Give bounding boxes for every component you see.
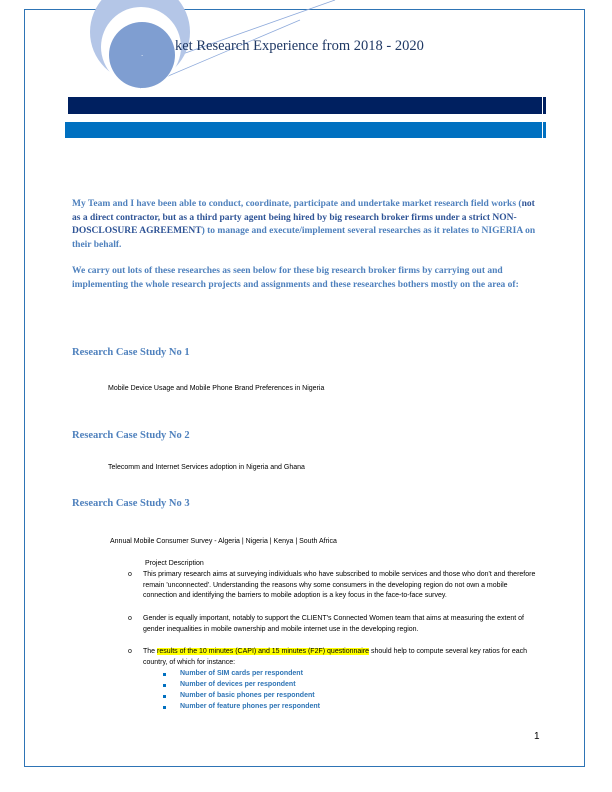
square-bullet-icon [163, 673, 166, 676]
project-bullet-3: The results of the 10 minutes (CAPI) and 15 minutes (F2F) questionnaire should help to compute several key ratios for each country, of which for instance: [143, 648, 528, 666]
project-bullet-2: Gender is equally important, notably to support the CLIENT's Connected Women team that aims at measuring the extent of gender inequalities in mobile ownership and mobile internet use in the developing region. [143, 615, 524, 633]
square-bullet-icon [163, 706, 166, 709]
project-description-heading: Project Description [145, 560, 204, 567]
case-study-heading-3: Research Case Study No 3 [72, 498, 190, 509]
case-study-text-1: Mobile Device Usage and Mobile Phone Brand Preferences in Nigeria [108, 385, 325, 392]
case-study-text-3: Annual Mobile Consumer Survey - Algeria | Nigeria | Kenya | South Africa [110, 538, 337, 545]
case-study-heading-2: Research Case Study No 2 [72, 430, 190, 441]
bullet-marker: o [128, 648, 132, 655]
bullet-marker: o [128, 615, 132, 622]
circle-dot: . [141, 49, 144, 58]
intro-paragraph-1: My Team and I have been able to conduct, coordinate, participate and undertake market research field works (not as a direct contractor, but as a third party agent being hired by big research broker firms under a strict NON-DOSCLOSURE AGREEMENT) to manage and execute/implement several researches as it relates to NIGERIA on their behalf. [72, 199, 536, 250]
project-bullet-1: This primary research aims at surveying individuals who have subscribed to mobile services and those who don't and therefore remain 'unconnected'. Understanding the reasons why some consumers in the developing region do not own a mobile connection and identifying the barriers to mobile adoption is a key focus in the face-to-face survey. [143, 571, 536, 599]
sub-item-feature-phones: Number of feature phones per respondent [180, 703, 321, 710]
square-bullet-icon [163, 684, 166, 687]
intro-paragraph-2: We carry out lots of these researches as seen below for these big research broker firms by carrying out and implementing the whole research projects and assignments and these researches bothers mostly on the area of: [72, 266, 519, 290]
sub-item-basic-phones: Number of basic phones per respondent [180, 692, 315, 699]
sub-item-sim-cards: Number of SIM cards per respondent [180, 670, 303, 677]
square-bullet-icon [163, 695, 166, 698]
bullet-marker: o [128, 571, 132, 578]
case-study-text-2: Telecomm and Internet Services adoption in Nigeria and Ghana [108, 464, 305, 471]
case-study-heading-1: Research Case Study No 1 [72, 347, 190, 358]
highlighted-text: results of the 10 minutes (CAPI) and 15 minutes (F2F) questionnaire [157, 648, 370, 655]
page-title: ket Research Experience from 2018 - 2020 [175, 38, 424, 54]
header-bar-blue [65, 122, 546, 138]
page-number: 1 [534, 731, 540, 742]
header-bar-dark [68, 97, 546, 114]
sub-item-devices: Number of devices per respondent [180, 681, 296, 688]
